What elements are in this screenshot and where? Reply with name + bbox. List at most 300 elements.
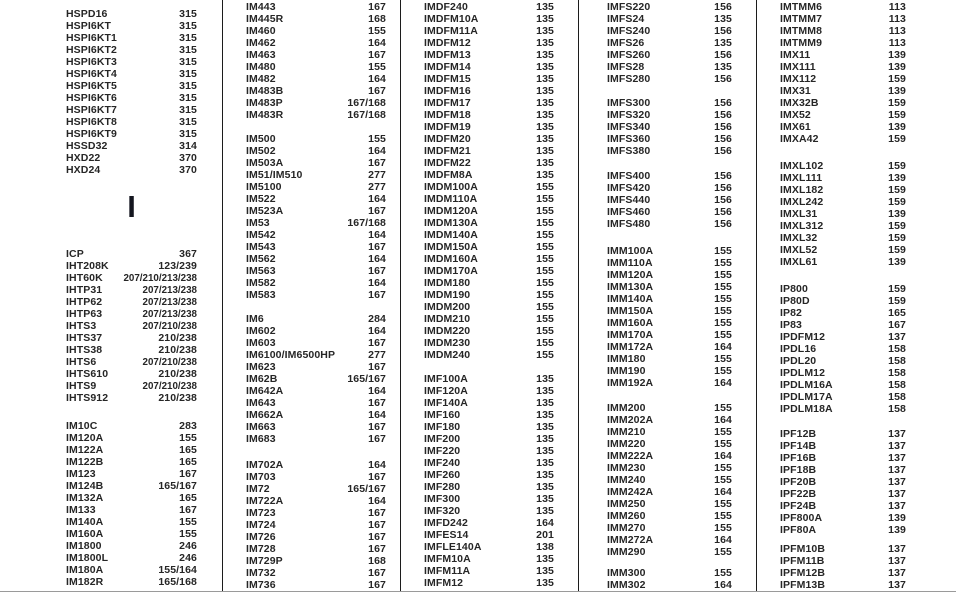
index-entry <box>780 208 906 220</box>
page-ref: 167 <box>368 205 386 217</box>
entry-group <box>780 1 906 145</box>
index-entry <box>246 313 386 325</box>
part-number: IM662A <box>246 409 284 421</box>
page-ref: 158 <box>888 367 906 379</box>
part-number: IMM222A <box>607 450 654 462</box>
index-entry <box>424 265 554 277</box>
index-entry <box>780 61 906 73</box>
page-ref: 207/210/213/238 <box>123 273 197 284</box>
part-number: IM10C <box>66 420 98 432</box>
page-ref: 135 <box>536 445 554 457</box>
part-number: HSPI6KT3 <box>66 56 117 68</box>
page-ref: 155 <box>179 516 197 528</box>
part-number: IM722A <box>246 495 284 507</box>
part-number: IPFM12B <box>780 567 826 579</box>
part-number: IMM250 <box>607 498 646 510</box>
part-number: HSPI6KT1 <box>66 32 117 44</box>
page-ref: 165 <box>179 456 197 468</box>
index-entry <box>246 483 386 495</box>
page-ref: 210/238 <box>158 332 197 344</box>
page-ref: 156 <box>714 121 732 133</box>
index-entry <box>780 476 906 488</box>
index-entry <box>246 85 386 97</box>
part-number: IPF20B <box>780 476 817 488</box>
index-entry <box>424 121 554 133</box>
page-ref: 135 <box>536 1 554 13</box>
page-ref: 155 <box>714 402 732 414</box>
part-number: IPF24B <box>780 500 817 512</box>
index-entry <box>607 49 732 61</box>
page-ref: 159 <box>888 73 906 85</box>
index-entry <box>780 121 906 133</box>
page-ref: 315 <box>179 92 197 104</box>
page-ref: 165/167 <box>347 373 386 385</box>
part-number: ICP <box>66 248 84 260</box>
index-entry <box>246 181 386 193</box>
page-ref: 165/167 <box>347 483 386 495</box>
part-number: IMTMM8 <box>780 25 823 37</box>
index-entry <box>246 337 386 349</box>
index-entry <box>780 355 906 367</box>
index-entry <box>66 516 197 528</box>
part-number: HSPI6KT <box>66 20 112 32</box>
page-ref: 210/238 <box>158 344 197 356</box>
index-entry <box>607 534 732 546</box>
part-number: IHTS37 <box>66 332 103 344</box>
page-ref: 135 <box>536 13 554 25</box>
page-ref: 207/213/238 <box>142 285 197 296</box>
page-ref: 135 <box>536 433 554 445</box>
part-number: IM522 <box>246 193 276 205</box>
index-entry <box>246 421 386 433</box>
index-entry <box>66 432 197 444</box>
index-entry <box>780 109 906 121</box>
page-ref: 156 <box>714 182 732 194</box>
part-number: IM663 <box>246 421 276 433</box>
index-entry <box>246 253 386 265</box>
page-ref: 283 <box>179 420 197 432</box>
entry-group <box>424 373 554 589</box>
index-entry <box>66 272 197 284</box>
part-number: IMFS440 <box>607 194 651 206</box>
part-number: IMM300 <box>607 567 646 579</box>
index-entry <box>780 543 906 555</box>
page-ref: 277 <box>368 169 386 181</box>
page-ref: 155 <box>536 205 554 217</box>
index-entry <box>66 576 197 588</box>
index-entry <box>780 500 906 512</box>
part-number: HSPI6KT2 <box>66 44 117 56</box>
index-entry <box>607 37 732 49</box>
part-number: IMM242A <box>607 486 654 498</box>
index-entry <box>246 157 386 169</box>
index-entry <box>607 25 732 37</box>
page-ref: 167 <box>368 49 386 61</box>
part-number: IPF14B <box>780 440 817 452</box>
index-entry <box>780 97 906 109</box>
page-ref: 135 <box>536 481 554 493</box>
index-entry <box>66 152 197 164</box>
index-entry <box>780 307 906 319</box>
index-entry <box>607 121 732 133</box>
index-entry <box>607 73 732 85</box>
index-entry <box>424 169 554 181</box>
part-number: IMM210 <box>607 426 646 438</box>
page-ref: 155 <box>714 462 732 474</box>
page-ref: 167 <box>368 337 386 349</box>
page-ref: 137 <box>888 452 906 464</box>
index-entry <box>780 343 906 355</box>
page-ref: 164 <box>368 459 386 471</box>
page-ref: 164 <box>368 385 386 397</box>
part-number: IM180A <box>66 564 104 576</box>
page-ref: 315 <box>179 56 197 68</box>
part-number: IM1800L <box>66 552 109 564</box>
part-number: IMM190 <box>607 365 646 377</box>
index-entry <box>424 133 554 145</box>
page-ref: 139 <box>888 121 906 133</box>
part-number: IMFD242 <box>424 517 468 529</box>
page-ref: 155 <box>714 567 732 579</box>
part-number: IM72 <box>246 483 270 495</box>
entry-group <box>424 1 554 361</box>
part-number: IM1800 <box>66 540 102 552</box>
page-ref: 167 <box>179 468 197 480</box>
index-entry <box>66 284 197 296</box>
page-ref: 156 <box>714 25 732 37</box>
part-number: IMXL312 <box>780 220 824 232</box>
part-number: HSPD16 <box>66 8 108 20</box>
index-entry <box>66 444 197 456</box>
index-entry <box>607 194 732 206</box>
index-entry <box>246 397 386 409</box>
part-number: IPDLM18A <box>780 403 833 415</box>
part-number: IMDM210 <box>424 313 471 325</box>
part-number: IM726 <box>246 531 276 543</box>
page-ref: 155 <box>536 325 554 337</box>
part-number: IP82 <box>780 307 802 319</box>
part-number: IM583 <box>246 289 276 301</box>
part-number: IMFS460 <box>607 206 651 218</box>
page-ref: 164 <box>368 193 386 205</box>
entry-group <box>780 283 906 415</box>
page-ref: 155 <box>368 61 386 73</box>
page-ref: 167 <box>179 504 197 516</box>
page-ref: 135 <box>536 145 554 157</box>
index-entry <box>424 145 554 157</box>
index-entry <box>607 133 732 145</box>
part-number: IMFM10A <box>424 553 471 565</box>
part-number: IM563 <box>246 265 276 277</box>
page-ref: 156 <box>714 170 732 182</box>
page-ref: 135 <box>536 61 554 73</box>
page-ref: 139 <box>888 208 906 220</box>
page-ref: 135 <box>536 409 554 421</box>
index-entry <box>424 565 554 577</box>
page-ref: 207/213/238 <box>142 309 197 320</box>
page-ref: 159 <box>888 295 906 307</box>
page-ref: 165 <box>179 492 197 504</box>
index-entry <box>424 181 554 193</box>
part-number: IM443 <box>246 1 276 13</box>
index-entry <box>780 49 906 61</box>
index-entry <box>246 205 386 217</box>
index-entry <box>780 428 906 440</box>
index-entry <box>246 409 386 421</box>
part-number: IMDFM18 <box>424 109 471 121</box>
page-ref: 167 <box>888 319 906 331</box>
index-entry <box>780 331 906 343</box>
page-ref: 155 <box>714 293 732 305</box>
part-number: IMX31 <box>780 85 811 97</box>
part-number: IMF180 <box>424 421 461 433</box>
page-ref: 135 <box>536 133 554 145</box>
page-ref: 165/168 <box>158 576 197 588</box>
page-ref: 135 <box>536 37 554 49</box>
page-ref: 135 <box>536 577 554 589</box>
page-ref: 135 <box>536 493 554 505</box>
page-ref: 156 <box>714 1 732 13</box>
page-ref: 155 <box>536 217 554 229</box>
page-ref: 156 <box>714 218 732 230</box>
part-number: IP80D <box>780 295 810 307</box>
index-entry <box>424 577 554 589</box>
part-number: IPDFM12 <box>780 331 826 343</box>
index-entry <box>780 25 906 37</box>
part-number: IM483B <box>246 85 284 97</box>
part-number: IM462 <box>246 37 276 49</box>
part-number: IM602 <box>246 325 276 337</box>
page-ref: 158 <box>888 403 906 415</box>
page-ref: 135 <box>536 25 554 37</box>
part-number: IPF22B <box>780 488 817 500</box>
page-ref: 167 <box>368 157 386 169</box>
column-divider-3 <box>578 0 579 592</box>
part-number: IHT60K <box>66 272 103 284</box>
index-entry <box>246 459 386 471</box>
page-ref: 156 <box>714 206 732 218</box>
part-number: IM732 <box>246 567 276 579</box>
index-entry <box>424 229 554 241</box>
index-entry <box>66 356 197 368</box>
part-number: IMF100A <box>424 373 468 385</box>
part-number: IMDFM11A <box>424 25 478 37</box>
part-number: IMM120A <box>607 269 654 281</box>
index-entry <box>246 169 386 181</box>
index-entry <box>424 529 554 541</box>
page-ref: 135 <box>536 85 554 97</box>
index-entry <box>780 440 906 452</box>
index-entry <box>246 361 386 373</box>
index-entry <box>780 379 906 391</box>
page-ref: 135 <box>536 97 554 109</box>
page-ref: 135 <box>536 109 554 121</box>
index-entry <box>66 368 197 380</box>
page-ref: 135 <box>536 121 554 133</box>
page-ref: 315 <box>179 20 197 32</box>
part-number: IMM220 <box>607 438 646 450</box>
part-number: IMXL102 <box>780 160 824 172</box>
index-entry <box>424 217 554 229</box>
part-number: IMFES14 <box>424 529 469 541</box>
page-ref: 159 <box>888 97 906 109</box>
part-number: IM683 <box>246 433 276 445</box>
page-ref: 135 <box>714 37 732 49</box>
index-entry <box>66 296 197 308</box>
part-number: IMDFM13 <box>424 49 471 61</box>
index-entry <box>607 245 732 257</box>
column-2 <box>246 0 386 591</box>
page-ref: 135 <box>536 469 554 481</box>
page-ref: 135 <box>536 397 554 409</box>
part-number: IMM150A <box>607 305 654 317</box>
part-number: IHTS912 <box>66 392 109 404</box>
part-number: IMDFM19 <box>424 121 471 133</box>
part-number: IPFM10B <box>780 543 826 555</box>
page-ref: 314 <box>179 140 197 152</box>
index-entry <box>66 164 197 176</box>
page-ref: 137 <box>888 440 906 452</box>
page-ref: 155 <box>714 546 732 558</box>
part-number: IMFLE140A <box>424 541 482 553</box>
part-number: IMDFM17 <box>424 97 471 109</box>
part-number: IMF280 <box>424 481 461 493</box>
column-3 <box>424 0 554 589</box>
index-entry <box>780 555 906 567</box>
page-ref: 246 <box>179 540 197 552</box>
page-ref: 137 <box>888 543 906 555</box>
part-number: IMX61 <box>780 121 811 133</box>
index-entry <box>780 232 906 244</box>
part-number: IHTS6 <box>66 356 97 368</box>
part-number: IM6 <box>246 313 264 325</box>
entry-group <box>607 1 732 85</box>
page-ref: 164 <box>714 341 732 353</box>
part-number: IMDM190 <box>424 289 471 301</box>
index-entry <box>424 73 554 85</box>
column-4 <box>607 0 732 591</box>
page-ref: 155 <box>536 349 554 361</box>
page-ref: 164 <box>368 277 386 289</box>
part-number: IM480 <box>246 61 276 73</box>
part-number: IM122A <box>66 444 104 456</box>
index-entry <box>607 109 732 121</box>
part-number: IMX32B <box>780 97 819 109</box>
page-ref: 165/167 <box>158 480 197 492</box>
index-entry <box>607 414 732 426</box>
part-number: IM702A <box>246 459 284 471</box>
part-number: IMM110A <box>607 257 653 269</box>
part-number: IMDM160A <box>424 253 478 265</box>
index-entry <box>66 80 197 92</box>
index-entry <box>66 552 197 564</box>
index-entry <box>66 8 197 20</box>
index-entry <box>66 248 197 260</box>
part-number: IMX11 <box>780 49 811 61</box>
part-number: IMFS240 <box>607 25 651 37</box>
page-ref: 367 <box>179 248 197 260</box>
page-ref: 167 <box>368 579 386 591</box>
part-number: IMXL242 <box>780 196 824 208</box>
part-number: IMDF240 <box>424 1 468 13</box>
index-entry <box>246 531 386 543</box>
page-ref: 164 <box>714 579 732 591</box>
page-ref: 155 <box>714 269 732 281</box>
part-number: IMM100A <box>607 245 654 257</box>
part-number: IMM130A <box>607 281 654 293</box>
page-ref: 210/238 <box>158 368 197 380</box>
page-ref: 315 <box>179 80 197 92</box>
part-number: IM51/IM510 <box>246 169 303 181</box>
part-number: HSPI6KT4 <box>66 68 117 80</box>
part-number: IM122B <box>66 456 104 468</box>
page-ref: 315 <box>179 44 197 56</box>
part-number: IM482 <box>246 73 276 85</box>
page-ref: 159 <box>888 184 906 196</box>
part-number: IMDFM16 <box>424 85 471 97</box>
page-ref: 167 <box>368 471 386 483</box>
page-ref: 155 <box>536 301 554 313</box>
part-number: IMM170A <box>607 329 654 341</box>
page-ref: 155 <box>714 510 732 522</box>
index-entry <box>607 329 732 341</box>
page-ref: 164 <box>368 145 386 157</box>
index-entry <box>246 109 386 121</box>
page-ref: 159 <box>888 232 906 244</box>
entry-group <box>246 133 386 301</box>
page-ref: 155 <box>714 438 732 450</box>
part-number: IM124B <box>66 480 104 492</box>
index-entry <box>607 305 732 317</box>
part-number: IMFS280 <box>607 73 651 85</box>
page-ref: 315 <box>179 32 197 44</box>
index-entry <box>780 160 906 172</box>
page-ref: 167 <box>368 85 386 97</box>
entry-group <box>246 313 386 445</box>
part-number: IMDM150A <box>424 241 478 253</box>
index-entry <box>66 128 197 140</box>
index-entry <box>424 337 554 349</box>
part-number: IM460 <box>246 25 276 37</box>
index-entry <box>66 308 197 320</box>
index-entry <box>424 61 554 73</box>
part-number: IM729P <box>246 555 283 567</box>
part-number: IMDM200 <box>424 301 471 313</box>
part-number: IMF220 <box>424 445 461 457</box>
part-number: IMF140A <box>424 397 468 409</box>
index-entry <box>424 493 554 505</box>
index-entry <box>66 528 197 540</box>
page-ref: 155 <box>536 181 554 193</box>
part-number: IM132A <box>66 492 104 504</box>
part-number: IMM272A <box>607 534 654 546</box>
page-ref: 167 <box>368 507 386 519</box>
part-number: IPF18B <box>780 464 817 476</box>
index-entry <box>607 579 732 591</box>
page-ref: 156 <box>714 49 732 61</box>
index-entry <box>424 349 554 361</box>
part-number: IM724 <box>246 519 276 531</box>
part-number: IM123 <box>66 468 96 480</box>
page-ref: 135 <box>536 73 554 85</box>
part-number: IMM200 <box>607 402 646 414</box>
part-number: IM642A <box>246 385 284 397</box>
part-number: IMDFM22 <box>424 157 471 169</box>
part-number: IHTS9 <box>66 380 97 392</box>
page-ref: 164 <box>714 486 732 498</box>
part-number: IMFM12 <box>424 577 464 589</box>
page-ref: 155/164 <box>158 564 197 576</box>
